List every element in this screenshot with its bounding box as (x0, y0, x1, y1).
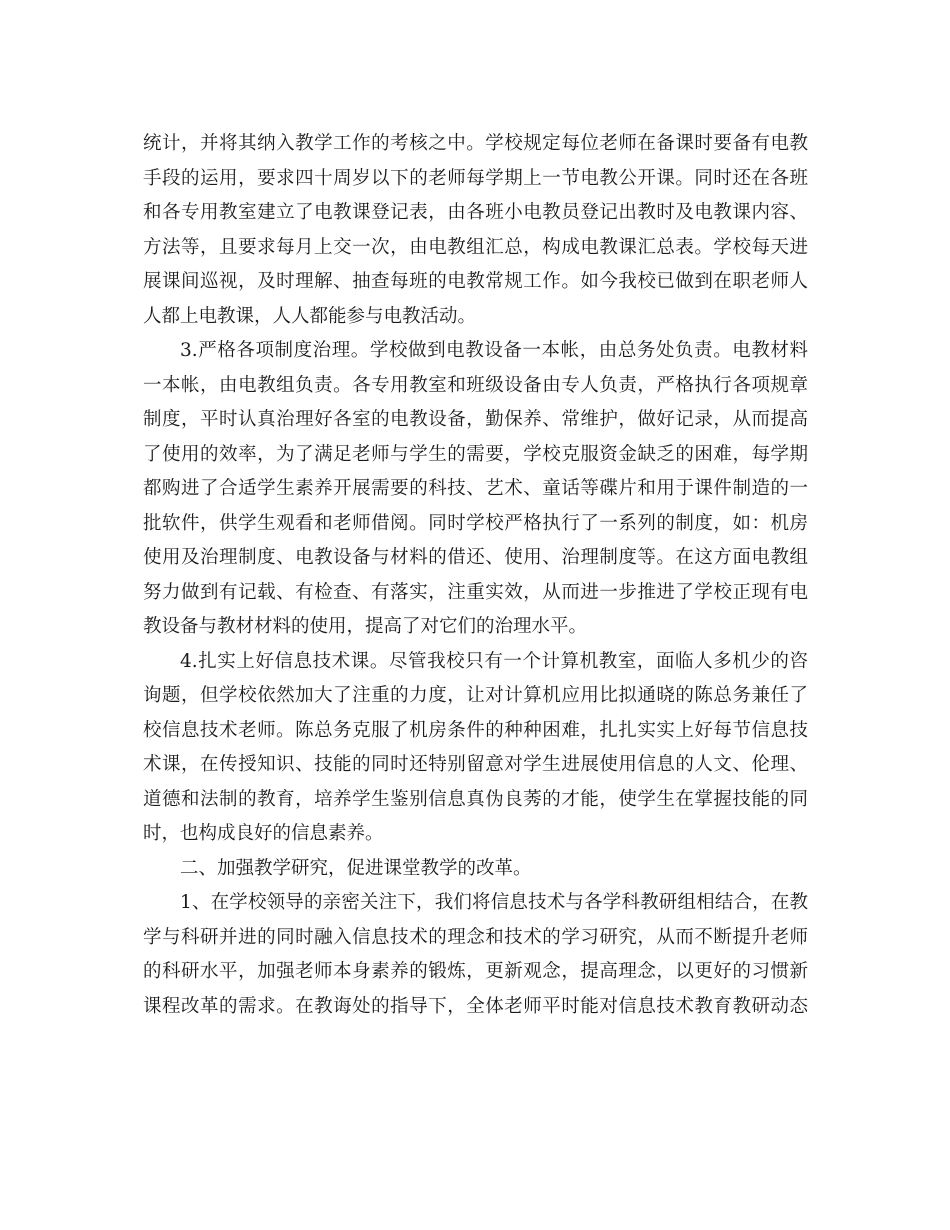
text-line: 都购进了合适学生素养开展需要的科技、艺术、童话等碟片和用于课件制造的一 (143, 478, 808, 499)
text-line: 3.严格各项制度治理。学校做到电教设备一本帐，由总务处负责。电教材料 (180, 340, 808, 361)
text-line: 一本帐，由电教组负责。各专用教室和班级设备由专人负责，严格执行各项规章 (143, 374, 808, 396)
text-line: 学与科研并进的同时融入信息技术的理念和技术的学习研究，从而不断提升老师 (143, 926, 808, 948)
text-line: 方法等，且要求每月上交一次，由电教组汇总，构成电教课汇总表。学校每天进 (143, 236, 808, 258)
text-line: 1、在学校领导的亲密关注下，我们将信息技术与各学科教研组相结合，在教 (180, 892, 808, 913)
text-line: 人都上电教课，人人都能参与电教活动。 (143, 305, 477, 327)
text-line: 教设备与教材材料的使用，提高了对它们的治理水平。 (143, 616, 588, 637)
text-line: 制度，平时认真治理好各室的电教设备，勤保养、常维护，做好记录，从而提高 (143, 409, 808, 430)
text-line: 道德和法制的教育，培养学生鉴别信息真伪良莠的才能，使学生在掌握技能的同 (143, 788, 808, 810)
text-line: 了使用的效率，为了满足老师与学生的需要，学校克服资金缺乏的困难，每学期 (143, 443, 808, 465)
text-line: 手段的运用，要求四十周岁以下的老师每学期上一节电教公开课。同时还在各班 (143, 167, 808, 189)
text-line: 的科研水平，加强老师本身素养的锻炼，更新观念，提高理念，以更好的习惯新 (143, 961, 808, 982)
document-body (143, 127, 808, 1024)
text-line: 课程改革的需求。在教诲处的指导下，全体老师平时能对信息技术教育教研动态 (143, 995, 808, 1017)
text-line: 使用及治理制度、电教设备与材料的借还、使用、治理制度等。在这方面电教组 (143, 547, 808, 568)
text-line: 4.扎实上好信息技术课。尽管我校只有一个计算机教室，面临人多机少的咨 (180, 650, 808, 672)
text-line: 时，也构成良好的信息素养。 (143, 823, 384, 844)
text-line: 和各专用教室建立了电教课登记表，由各班小电教员登记出教时及电教课内容、 (143, 202, 808, 223)
text-line: 询题，但学校依然加大了注重的力度，让对计算机应用比拟通晓的陈总务兼任了 (143, 685, 808, 706)
text-line: 展课间巡视，及时理解、抽查每班的电教常规工作。如今我校已做到在职老师人 (143, 271, 808, 292)
text-line: 努力做到有记载、有检查、有落实，注重实效，从而进一步推进了学校正现有电 (143, 581, 808, 603)
text-line: 统计，并将其纳入教学工作的考核之中。学校规定每位老师在备课时要备有电教 (143, 133, 808, 154)
text-line: 校信息技术老师。陈总务克服了机房条件的种种困难，扎扎实实上好每节信息技 (143, 719, 808, 741)
text-line: 批软件，供学生观看和老师借阅。同时学校严格执行了一系列的制度，如：机房 (143, 512, 808, 534)
text-line: 术课，在传授知识、技能的同时还特别留意对学生进展使用信息的人文、伦理、 (143, 754, 808, 775)
text-line: 二、加强教学研究，促进课堂教学的改革。 (180, 857, 532, 879)
